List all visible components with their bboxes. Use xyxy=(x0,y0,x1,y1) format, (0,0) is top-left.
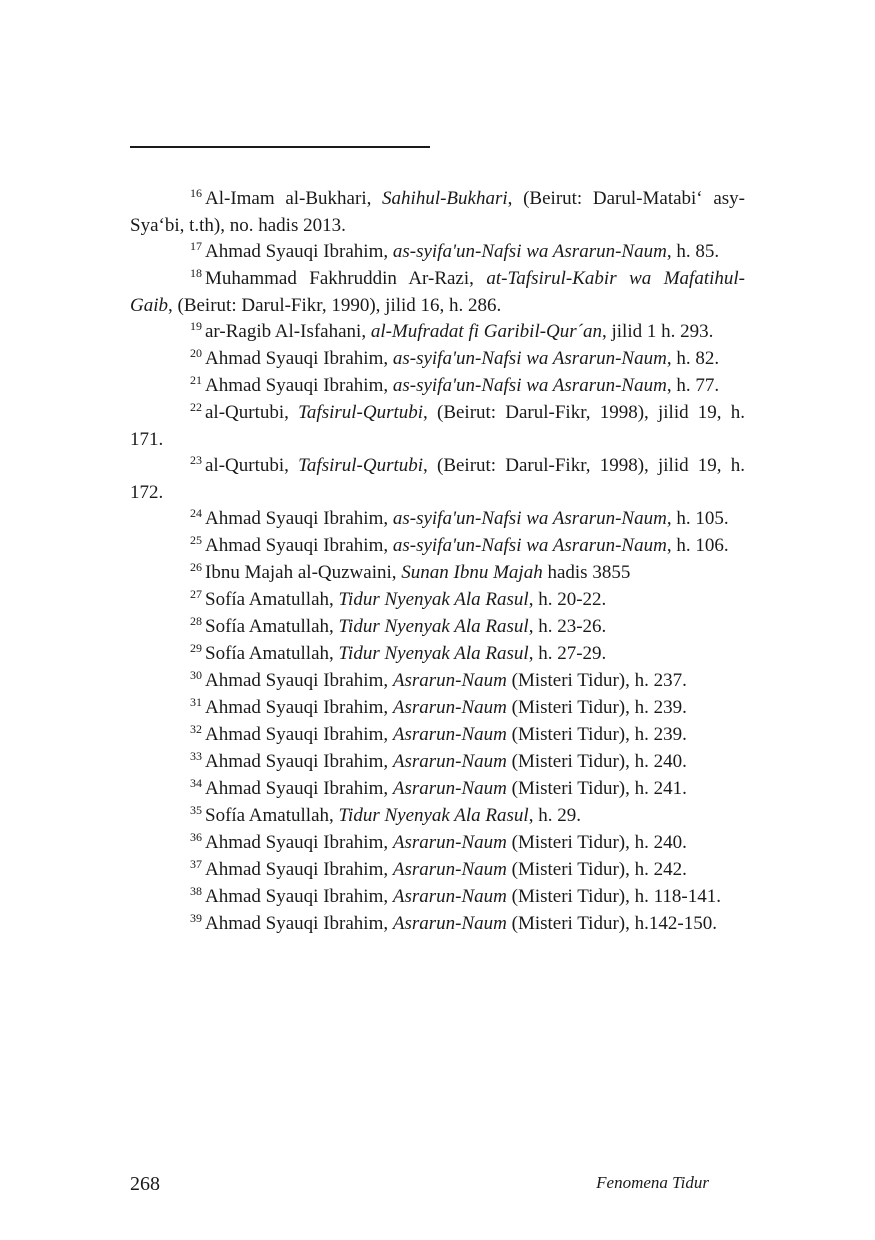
footnote-details: , h. 106. xyxy=(666,535,729,556)
footnote-title: as-syifa'un-Nafsi wa Asrarun-Naum xyxy=(392,348,667,369)
footnote-title: Tidur Nyenyak Ala Rasul xyxy=(338,616,529,637)
footnote-author: Muhammad Fakhruddin Ar-Razi, xyxy=(205,268,487,289)
footnote-details: , h. 29. xyxy=(528,805,581,826)
footnote xyxy=(130,400,745,453)
footnote-details: (Misteri Tidur), h. 118-141. xyxy=(506,886,721,907)
footnote xyxy=(130,749,745,776)
footnote-details: hadis 3855 xyxy=(542,562,631,583)
footnote xyxy=(130,857,745,884)
footnote-title: Tafsirul-Qurtubi xyxy=(298,455,424,476)
footnote xyxy=(130,373,745,400)
footnote-details: (Misteri Tidur), h. 237. xyxy=(506,670,687,691)
footnote-author: Ahmad Syauqi Ibrahim, xyxy=(205,670,393,691)
footnote xyxy=(130,884,745,911)
footnote-details: , h. 85. xyxy=(666,241,720,262)
footnote-title: Asrarun-Naum xyxy=(392,913,507,934)
footnote xyxy=(130,803,745,830)
footnote-number: 26 xyxy=(190,560,202,574)
footnote xyxy=(130,695,745,722)
footnote-author: Ahmad Syauqi Ibrahim, xyxy=(205,241,393,262)
page-number: 268 xyxy=(130,1173,160,1195)
footnote-details: , (Beirut: Darul-Fikr, 1990), jilid 16, h. 286. xyxy=(168,295,502,316)
footnote-details: , h. 105. xyxy=(666,508,729,529)
footnote-number: 30 xyxy=(190,668,202,682)
footnote-number: 31 xyxy=(190,695,202,709)
footnote-number: 24 xyxy=(190,506,202,520)
footnote-title: Tidur Nyenyak Ala Rasul xyxy=(338,589,529,610)
footnote-number: 28 xyxy=(190,614,202,628)
footnote-title: as-syifa'un-Nafsi wa Asrarun-Naum xyxy=(392,375,667,396)
footnote-author: Ahmad Syauqi Ibrahim, xyxy=(205,859,393,880)
footnote-number: 25 xyxy=(190,533,202,547)
footnote xyxy=(130,560,745,587)
footnote-title: Asrarun-Naum xyxy=(392,697,507,718)
footnote xyxy=(130,776,745,803)
footnote-title: Asrarun-Naum xyxy=(392,778,507,799)
footnote-title: Asrarun-Naum xyxy=(392,724,507,745)
footnote-author: Ahmad Syauqi Ibrahim, xyxy=(205,375,393,396)
footnote-number: 36 xyxy=(190,830,202,844)
footnote-details: , h. 23-26. xyxy=(528,616,607,637)
footnote-author: Ahmad Syauqi Ibrahim, xyxy=(205,697,393,718)
footnote-number: 18 xyxy=(190,266,202,280)
footnote-number: 39 xyxy=(190,911,202,925)
footnote-number: 35 xyxy=(190,803,202,817)
footnote xyxy=(130,668,745,695)
footnote-number: 17 xyxy=(190,239,202,253)
footnote-author: Ahmad Syauqi Ibrahim, xyxy=(205,778,393,799)
footnote-number: 27 xyxy=(190,587,202,601)
footnote-details: , (Beirut: Darul-Matabi‘ asy-Sya‘bi, t.th), no. hadis 2013. xyxy=(130,188,745,236)
footnote-number: 33 xyxy=(190,749,202,763)
footnote-title: Sahihul-Bukhari xyxy=(382,188,508,209)
footnote-title: Tidur Nyenyak Ala Rasul xyxy=(338,643,529,664)
footnote xyxy=(130,587,745,614)
footnote-title: Sunan Ibnu Majah xyxy=(401,562,543,583)
footnote-title: Asrarun-Naum xyxy=(392,832,507,853)
footnote xyxy=(130,239,745,266)
footnote-number: 22 xyxy=(190,400,202,414)
footnote xyxy=(130,453,745,506)
footnote-number: 37 xyxy=(190,857,202,871)
footnote-separator-rule xyxy=(130,146,430,148)
footnote-author: Ahmad Syauqi Ibrahim, xyxy=(205,751,393,772)
footnote xyxy=(130,319,745,346)
running-title: Fenomena Tidur xyxy=(596,1173,709,1192)
footnote xyxy=(130,614,745,641)
footnote-author: Ahmad Syauqi Ibrahim, xyxy=(205,913,393,934)
footnote-author: ar-Ragib Al-Isfahani, xyxy=(205,321,371,342)
footnote-details: , h. 27-29. xyxy=(528,643,607,664)
footnote-title: Asrarun-Naum xyxy=(392,859,507,880)
footnote-title: as-syifa'un-Nafsi wa Asrarun-Naum xyxy=(392,241,667,262)
footnote-title: al-Mufradat fi Garibil-Qur´an xyxy=(370,321,602,342)
footnote-author: Ahmad Syauqi Ibrahim, xyxy=(205,535,393,556)
footnote-title: at-Tafsirul-Kabir wa Mafatihul-Gaib xyxy=(130,268,745,316)
footnote-author: Ahmad Syauqi Ibrahim, xyxy=(205,886,393,907)
footnote-number: 19 xyxy=(190,319,202,333)
footnote-author: Ahmad Syauqi Ibrahim, xyxy=(205,348,393,369)
footnote-details: (Misteri Tidur), h. 240. xyxy=(506,832,687,853)
footnote xyxy=(130,506,745,533)
footnote-author: Ahmad Syauqi Ibrahim, xyxy=(205,508,393,529)
footnote-number: 23 xyxy=(190,453,202,467)
footnote-title: Asrarun-Naum xyxy=(392,670,507,691)
footnote-author: al-Qurtubi, xyxy=(205,455,299,476)
footnote-details: , h. 20-22. xyxy=(528,589,607,610)
footnote-author: Al-Imam al-Bukhari, xyxy=(205,188,383,209)
footnote-title: as-syifa'un-Nafsi wa Asrarun-Naum xyxy=(392,508,667,529)
footnote xyxy=(130,266,745,319)
footnote-number: 32 xyxy=(190,722,202,736)
footnote-number: 29 xyxy=(190,641,202,655)
footnote-number: 21 xyxy=(190,373,202,387)
footnote-author: Ibnu Majah al-Quzwaini, xyxy=(205,562,402,583)
footnote xyxy=(130,722,745,749)
footnote-number: 20 xyxy=(190,346,202,360)
footnote xyxy=(130,830,745,857)
footnote-details: , h. 77. xyxy=(666,375,720,396)
footnote-title: Tafsirul-Qurtubi xyxy=(298,402,424,423)
footnote-title: Asrarun-Naum xyxy=(392,886,507,907)
footnote-details: (Misteri Tidur), h. 239. xyxy=(506,724,687,745)
footnote-number: 34 xyxy=(190,776,202,790)
footnote-author: Sofía Amatullah, xyxy=(205,616,339,637)
footnote xyxy=(130,911,745,938)
footnote-details: , jilid 1 h. 293. xyxy=(602,321,714,342)
footnote-number: 16 xyxy=(190,186,202,200)
footnote-details: (Misteri Tidur), h. 240. xyxy=(506,751,687,772)
footnote-title: Tidur Nyenyak Ala Rasul xyxy=(338,805,529,826)
footnote-details: (Misteri Tidur), h. 239. xyxy=(506,697,687,718)
footnote-number: 38 xyxy=(190,884,202,898)
footnote-details: (Misteri Tidur), h.142-150. xyxy=(506,913,717,934)
footnote-title: as-syifa'un-Nafsi wa Asrarun-Naum xyxy=(392,535,667,556)
footnote-details: , (Beirut: Darul-Fikr, 1998), jilid 19, h. 172. xyxy=(130,455,745,503)
footnote-details: (Misteri Tidur), h. 242. xyxy=(506,859,687,880)
footnote-author: Sofía Amatullah, xyxy=(205,805,339,826)
footnote xyxy=(130,533,745,560)
footnote-details: , (Beirut: Darul-Fikr, 1998), jilid 19, h. 171. xyxy=(130,402,745,450)
footnote-author: Ahmad Syauqi Ibrahim, xyxy=(205,724,393,745)
footnote-author: al-Qurtubi, xyxy=(205,402,299,423)
footnote xyxy=(130,346,745,373)
footnote-title: Asrarun-Naum xyxy=(392,751,507,772)
footnote xyxy=(130,641,745,668)
footnotes-list xyxy=(130,186,745,938)
footnote-author: Sofía Amatullah, xyxy=(205,589,339,610)
footnote-author: Sofía Amatullah, xyxy=(205,643,339,664)
footnote-details: (Misteri Tidur), h. 241. xyxy=(506,778,687,799)
footnote-details: , h. 82. xyxy=(666,348,720,369)
footnote xyxy=(130,186,745,239)
footnote-author: Ahmad Syauqi Ibrahim, xyxy=(205,832,393,853)
